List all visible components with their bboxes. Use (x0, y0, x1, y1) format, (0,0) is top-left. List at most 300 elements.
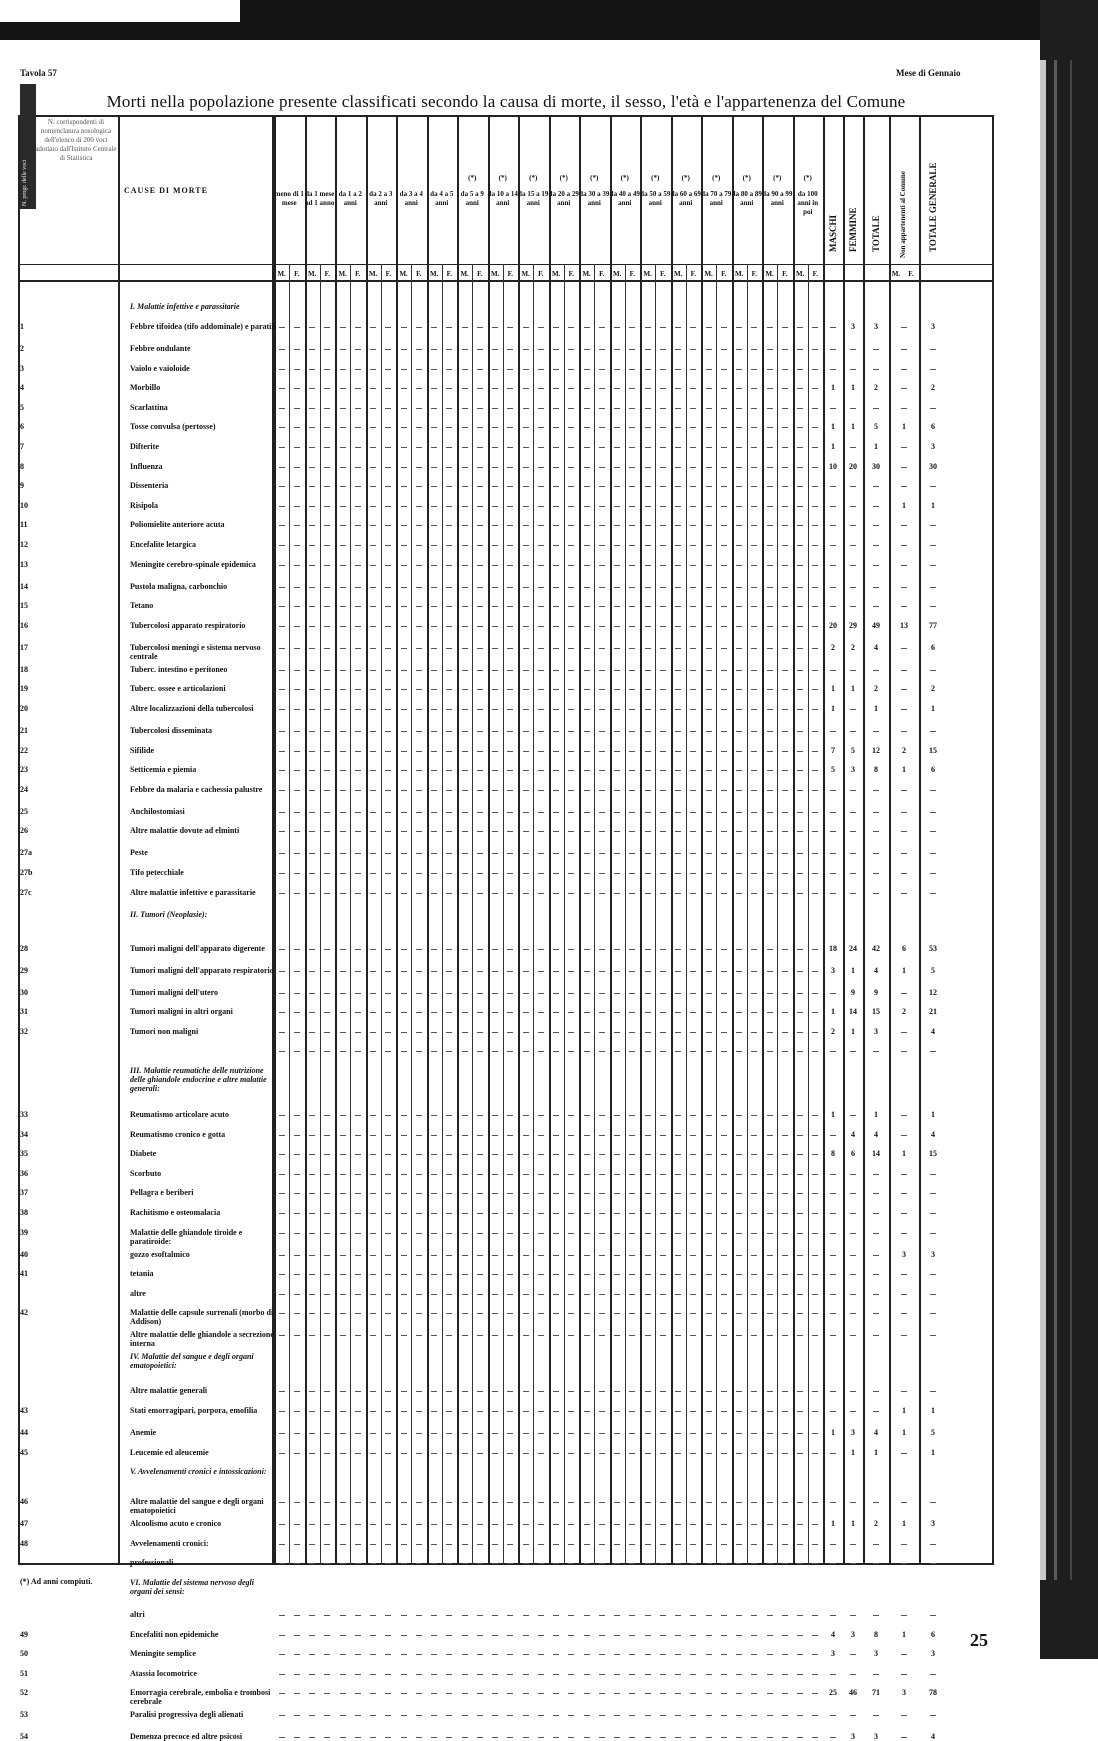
empty-cell-dash (751, 486, 757, 487)
empty-cell-dash (279, 1335, 285, 1336)
empty-cell-dash (294, 565, 300, 566)
empty-cell-dash (538, 467, 544, 468)
row-number: 7 (20, 442, 24, 451)
empty-cell-dash (782, 670, 788, 671)
empty-cell-dash (675, 873, 681, 874)
empty-cell-dash (584, 1051, 590, 1052)
empty-cell-dash (431, 731, 437, 732)
sex-m-label: M. (891, 270, 901, 278)
empty-cell-dash (660, 486, 666, 487)
empty-cell-dash (355, 751, 361, 752)
empty-cell-dash (901, 1654, 907, 1655)
empty-cell-dash (324, 1453, 330, 1454)
empty-cell-dash (492, 1174, 498, 1175)
empty-cell-dash (782, 545, 788, 546)
empty-cell-dash (584, 1135, 590, 1136)
empty-cell-dash (706, 1213, 712, 1214)
empty-cell-dash (751, 447, 757, 448)
empty-cell-dash (797, 1174, 803, 1175)
empty-cell-dash (584, 1255, 590, 1256)
empty-cell-dash (538, 408, 544, 409)
scan-right-border (1040, 0, 1098, 1659)
empty-cell-dash (446, 1313, 452, 1314)
empty-cell-dash (553, 1135, 559, 1136)
total-cell: 1 (902, 1519, 906, 1529)
empty-cell-dash (736, 545, 742, 546)
empty-cell-dash (294, 1453, 300, 1454)
empty-cell-dash (446, 1154, 452, 1155)
empty-cell-dash (614, 447, 620, 448)
empty-cell-dash (431, 447, 437, 448)
empty-cell-dash (309, 1213, 315, 1214)
empty-cell-dash (629, 1335, 635, 1336)
row-number: 34 (20, 1129, 28, 1139)
empty-cell-dash (629, 408, 635, 409)
empty-cell-dash (416, 1502, 422, 1503)
empty-cell-dash (401, 949, 407, 950)
sex-m-label: M. (460, 270, 469, 278)
empty-cell-dash (568, 648, 574, 649)
total-cell: 10 (829, 461, 837, 471)
empty-cell-dash (385, 1233, 391, 1234)
row-number: 1 (20, 322, 24, 331)
empty-cell-dash (492, 1391, 498, 1392)
empty-cell-dash (873, 1213, 879, 1214)
empty-cell-dash (721, 486, 727, 487)
empty-cell-dash (507, 427, 513, 428)
empty-cell-dash (370, 1524, 376, 1525)
empty-cell-dash (477, 1502, 483, 1503)
age-column-header: da 15 a 19 anni (518, 190, 549, 207)
empty-cell-dash (690, 1193, 696, 1194)
empty-cell-dash (462, 408, 468, 409)
row-number: 5 (20, 402, 24, 412)
empty-cell-dash (614, 1032, 620, 1033)
empty-cell-dash (446, 1051, 452, 1052)
empty-cell-dash (645, 587, 651, 588)
empty-cell-dash (830, 993, 836, 994)
empty-cell-dash (553, 626, 559, 627)
total-cell: 1 (874, 442, 878, 451)
empty-cell-dash (538, 831, 544, 832)
empty-cell-dash (309, 1051, 315, 1052)
empty-cell-dash (507, 1012, 513, 1013)
empty-cell-dash (507, 1674, 513, 1675)
sex-subcolumn-divider (381, 264, 382, 1565)
empty-cell-dash (751, 1674, 757, 1675)
empty-cell-dash (614, 751, 620, 752)
empty-cell-dash (930, 1174, 936, 1175)
empty-cell-dash (446, 893, 452, 894)
empty-cell-dash (721, 1654, 727, 1655)
empty-cell-dash (767, 1193, 773, 1194)
empty-cell-dash (294, 1255, 300, 1256)
empty-cell-dash (385, 689, 391, 690)
empty-cell-dash (721, 1154, 727, 1155)
empty-cell-dash (767, 369, 773, 370)
empty-cell-dash (812, 1693, 818, 1694)
empty-cell-dash (873, 1335, 879, 1336)
empty-cell-dash (690, 1012, 696, 1013)
empty-cell-dash (584, 1544, 590, 1545)
empty-cell-dash (901, 1391, 907, 1392)
empty-cell-dash (446, 790, 452, 791)
empty-cell-dash (568, 893, 574, 894)
empty-cell-dash (477, 1433, 483, 1434)
empty-cell-dash (370, 565, 376, 566)
cause-label: Vaiolo e vaioloide (130, 363, 190, 373)
empty-cell-dash (538, 606, 544, 607)
empty-cell-dash (294, 1737, 300, 1738)
empty-cell-dash (523, 893, 529, 894)
age-column-header: da 2 a 3 anni (369, 190, 393, 207)
empty-cell-dash (492, 1411, 498, 1412)
empty-cell-dash (462, 1737, 468, 1738)
scan-top-border (0, 0, 1098, 40)
empty-cell-dash (812, 709, 818, 710)
empty-cell-dash (355, 1654, 361, 1655)
empty-cell-dash (706, 1524, 712, 1525)
empty-cell-dash (568, 1502, 574, 1503)
empty-cell-dash (721, 1544, 727, 1545)
empty-cell-dash (782, 993, 788, 994)
empty-cell-dash (751, 1193, 757, 1194)
total-cell: 1 (931, 500, 935, 510)
empty-cell-dash (355, 1544, 361, 1545)
empty-cell-dash (324, 670, 330, 671)
empty-cell-dash (797, 1453, 803, 1454)
empty-cell-dash (812, 1654, 818, 1655)
sex-f-label: F. (385, 270, 392, 278)
empty-cell-dash (477, 1154, 483, 1155)
empty-cell-dash (751, 1433, 757, 1434)
empty-cell-dash (401, 873, 407, 874)
empty-cell-dash (477, 427, 483, 428)
empty-cell-dash (645, 1174, 651, 1175)
empty-cell-dash (901, 790, 907, 791)
empty-cell-dash (385, 812, 391, 813)
empty-cell-dash (797, 506, 803, 507)
row-number: 19 (20, 684, 28, 694)
age-column-header: da 90 a 99 anni (762, 190, 793, 207)
empty-cell-dash (507, 1032, 513, 1033)
empty-cell-dash (751, 1154, 757, 1155)
empty-cell-dash (340, 1193, 346, 1194)
empty-cell-dash (751, 1313, 757, 1314)
empty-cell-dash (660, 1051, 666, 1052)
empty-cell-dash (309, 1174, 315, 1175)
empty-cell-dash (901, 1115, 907, 1116)
empty-cell-dash (614, 770, 620, 771)
empty-cell-dash (370, 770, 376, 771)
empty-cell-dash (462, 1411, 468, 1412)
empty-cell-dash (446, 1135, 452, 1136)
empty-cell-dash (324, 689, 330, 690)
empty-cell-dash (706, 1032, 712, 1033)
empty-cell-dash (830, 670, 836, 671)
total-cell: 2 (874, 1519, 878, 1529)
empty-cell-dash (385, 427, 391, 428)
empty-cell-dash (492, 587, 498, 588)
empty-cell-dash (309, 648, 315, 649)
empty-cell-dash (416, 327, 422, 328)
empty-cell-dash (279, 1453, 285, 1454)
empty-cell-dash (850, 349, 856, 350)
empty-cell-dash (431, 1313, 437, 1314)
empty-cell-dash (568, 388, 574, 389)
empty-cell-dash (645, 427, 651, 428)
empty-cell-dash (629, 626, 635, 627)
empty-cell-dash (538, 1391, 544, 1392)
empty-cell-dash (477, 1544, 483, 1545)
empty-cell-dash (706, 1274, 712, 1275)
empty-cell-dash (645, 812, 651, 813)
empty-cell-dash (279, 949, 285, 950)
empty-cell-dash (812, 1715, 818, 1716)
empty-cell-dash (736, 1051, 742, 1052)
empty-cell-dash (599, 587, 605, 588)
empty-cell-dash (416, 369, 422, 370)
empty-cell-dash (431, 1213, 437, 1214)
empty-cell-dash (538, 1502, 544, 1503)
empty-cell-dash (614, 893, 620, 894)
empty-cell-dash (706, 812, 712, 813)
empty-cell-dash (767, 1135, 773, 1136)
empty-cell-dash (736, 1737, 742, 1738)
empty-cell-dash (294, 949, 300, 950)
empty-cell-dash (401, 1193, 407, 1194)
empty-cell-dash (385, 545, 391, 546)
empty-cell-dash (279, 1654, 285, 1655)
empty-cell-dash (736, 1502, 742, 1503)
empty-cell-dash (370, 689, 376, 690)
empty-cell-dash (385, 525, 391, 526)
empty-cell-dash (584, 1012, 590, 1013)
empty-cell-dash (751, 1391, 757, 1392)
empty-cell-dash (645, 1213, 651, 1214)
age-column-header: da 1 a 2 anni (338, 190, 362, 207)
empty-cell-dash (797, 369, 803, 370)
empty-cell-dash (370, 1433, 376, 1434)
empty-cell-dash (462, 853, 468, 854)
empty-cell-dash (629, 327, 635, 328)
empty-cell-dash (599, 525, 605, 526)
empty-cell-dash (401, 1715, 407, 1716)
empty-cell-dash (507, 1544, 513, 1545)
empty-cell-dash (294, 1563, 300, 1564)
empty-cell-dash (584, 689, 590, 690)
empty-cell-dash (797, 853, 803, 854)
empty-cell-dash (660, 1115, 666, 1116)
empty-cell-dash (873, 606, 879, 607)
empty-cell-dash (340, 369, 346, 370)
sex-subcolumn-divider (533, 264, 534, 1565)
age-footnote-marker: (*) (468, 174, 477, 182)
empty-cell-dash (309, 1737, 315, 1738)
empty-cell-dash (797, 1135, 803, 1136)
empty-cell-dash (584, 1313, 590, 1314)
empty-cell-dash (767, 1674, 773, 1675)
cause-label: Diabete (130, 1149, 157, 1159)
empty-cell-dash (309, 369, 315, 370)
empty-cell-dash (675, 1544, 681, 1545)
empty-cell-dash (462, 565, 468, 566)
empty-cell-dash (553, 993, 559, 994)
empty-cell-dash (767, 1635, 773, 1636)
empty-cell-dash (629, 1411, 635, 1412)
empty-cell-dash (309, 408, 315, 409)
empty-cell-dash (660, 1335, 666, 1336)
empty-cell-dash (645, 626, 651, 627)
scan-line (1070, 60, 1072, 1580)
empty-cell-dash (830, 1255, 836, 1256)
empty-cell-dash (584, 1693, 590, 1694)
empty-cell-dash (782, 565, 788, 566)
empty-cell-dash (721, 1193, 727, 1194)
empty-cell-dash (706, 689, 712, 690)
empty-cell-dash (309, 1154, 315, 1155)
empty-cell-dash (538, 1135, 544, 1136)
empty-cell-dash (355, 1174, 361, 1175)
empty-cell-dash (416, 853, 422, 854)
empty-cell-dash (830, 893, 836, 894)
age-column-divider (671, 115, 673, 1565)
empty-cell-dash (401, 1233, 407, 1234)
empty-cell-dash (355, 606, 361, 607)
empty-cell-dash (507, 1693, 513, 1694)
empty-cell-dash (507, 525, 513, 526)
empty-cell-dash (584, 993, 590, 994)
empty-cell-dash (690, 993, 696, 994)
empty-cell-dash (812, 1294, 818, 1295)
empty-cell-dash (645, 1635, 651, 1636)
empty-cell-dash (324, 1674, 330, 1675)
cause-label: Reumatismo cronico e gotta (130, 1129, 226, 1139)
scan-top-white-patch (0, 0, 240, 22)
empty-cell-dash (294, 971, 300, 972)
empty-cell-dash (401, 1615, 407, 1616)
empty-cell-dash (446, 587, 452, 588)
empty-cell-dash (599, 1255, 605, 1256)
empty-cell-dash (721, 1274, 727, 1275)
empty-cell-dash (370, 709, 376, 710)
empty-cell-dash (797, 770, 803, 771)
empty-cell-dash (538, 1213, 544, 1214)
empty-cell-dash (675, 606, 681, 607)
age-column-header: da 60 a 69 anni (670, 190, 701, 207)
empty-cell-dash (370, 993, 376, 994)
empty-cell-dash (507, 606, 513, 607)
row-number: 9 (20, 481, 24, 491)
empty-cell-dash (355, 790, 361, 791)
age-footnote-marker: (*) (803, 174, 812, 182)
empty-cell-dash (690, 327, 696, 328)
empty-cell-dash (446, 327, 452, 328)
sex-subcolumn-divider (594, 264, 595, 1565)
empty-cell-dash (492, 689, 498, 690)
empty-cell-dash (751, 1635, 757, 1636)
empty-cell-dash (538, 853, 544, 854)
empty-cell-dash (324, 506, 330, 507)
empty-cell-dash (355, 1233, 361, 1234)
empty-cell-dash (385, 770, 391, 771)
empty-cell-dash (568, 670, 574, 671)
empty-cell-dash (477, 873, 483, 874)
cause-label: Setticemia e piemia (130, 765, 197, 775)
empty-cell-dash (553, 506, 559, 507)
empty-cell-dash (294, 1335, 300, 1336)
empty-cell-dash (324, 1635, 330, 1636)
empty-cell-dash (901, 812, 907, 813)
empty-cell-dash (370, 1274, 376, 1275)
empty-cell-dash (797, 1193, 803, 1194)
cause-label: Rachitismo e osteomalacia (130, 1208, 221, 1217)
empty-cell-dash (782, 689, 788, 690)
empty-cell-dash (355, 587, 361, 588)
empty-cell-dash (340, 648, 346, 649)
empty-cell-dash (385, 1453, 391, 1454)
empty-cell-dash (584, 1433, 590, 1434)
empty-cell-dash (614, 648, 620, 649)
empty-cell-dash (340, 1502, 346, 1503)
row-number: 8 (20, 461, 24, 471)
empty-cell-dash (446, 447, 452, 448)
empty-cell-dash (629, 949, 635, 950)
empty-cell-dash (797, 1391, 803, 1392)
empty-cell-dash (721, 447, 727, 448)
empty-cell-dash (599, 971, 605, 972)
empty-cell-dash (614, 525, 620, 526)
empty-cell-dash (523, 1255, 529, 1256)
empty-cell-dash (492, 525, 498, 526)
empty-cell-dash (660, 831, 666, 832)
empty-cell-dash (477, 545, 483, 546)
empty-cell-dash (477, 408, 483, 409)
total-cell: 6 (851, 1149, 855, 1159)
empty-cell-dash (645, 731, 651, 732)
row-number: 45 (20, 1447, 28, 1457)
total-cell: 1 (831, 442, 835, 451)
empty-cell-dash (523, 790, 529, 791)
empty-cell-dash (538, 587, 544, 588)
empty-cell-dash (614, 1174, 620, 1175)
empty-cell-dash (355, 1433, 361, 1434)
total-cell: 3 (874, 1026, 878, 1036)
empty-cell-dash (736, 587, 742, 588)
empty-cell-dash (584, 587, 590, 588)
empty-cell-dash (553, 1294, 559, 1295)
empty-cell-dash (675, 993, 681, 994)
scan-line (1054, 60, 1057, 1580)
empty-cell-dash (736, 1193, 742, 1194)
empty-cell-dash (340, 1294, 346, 1295)
empty-cell-dash (431, 1524, 437, 1525)
empty-cell-dash (830, 1453, 836, 1454)
empty-cell-dash (431, 1012, 437, 1013)
empty-cell-dash (279, 1032, 285, 1033)
empty-cell-dash (584, 831, 590, 832)
empty-cell-dash (584, 1335, 590, 1336)
empty-cell-dash (309, 731, 315, 732)
empty-cell-dash (355, 388, 361, 389)
empty-cell-dash (279, 853, 285, 854)
empty-cell-dash (568, 1032, 574, 1033)
total-cell: 49 (872, 620, 880, 630)
empty-cell-dash (340, 506, 346, 507)
empty-cell-dash (279, 1674, 285, 1675)
empty-cell-dash (523, 1411, 529, 1412)
empty-cell-dash (675, 648, 681, 649)
